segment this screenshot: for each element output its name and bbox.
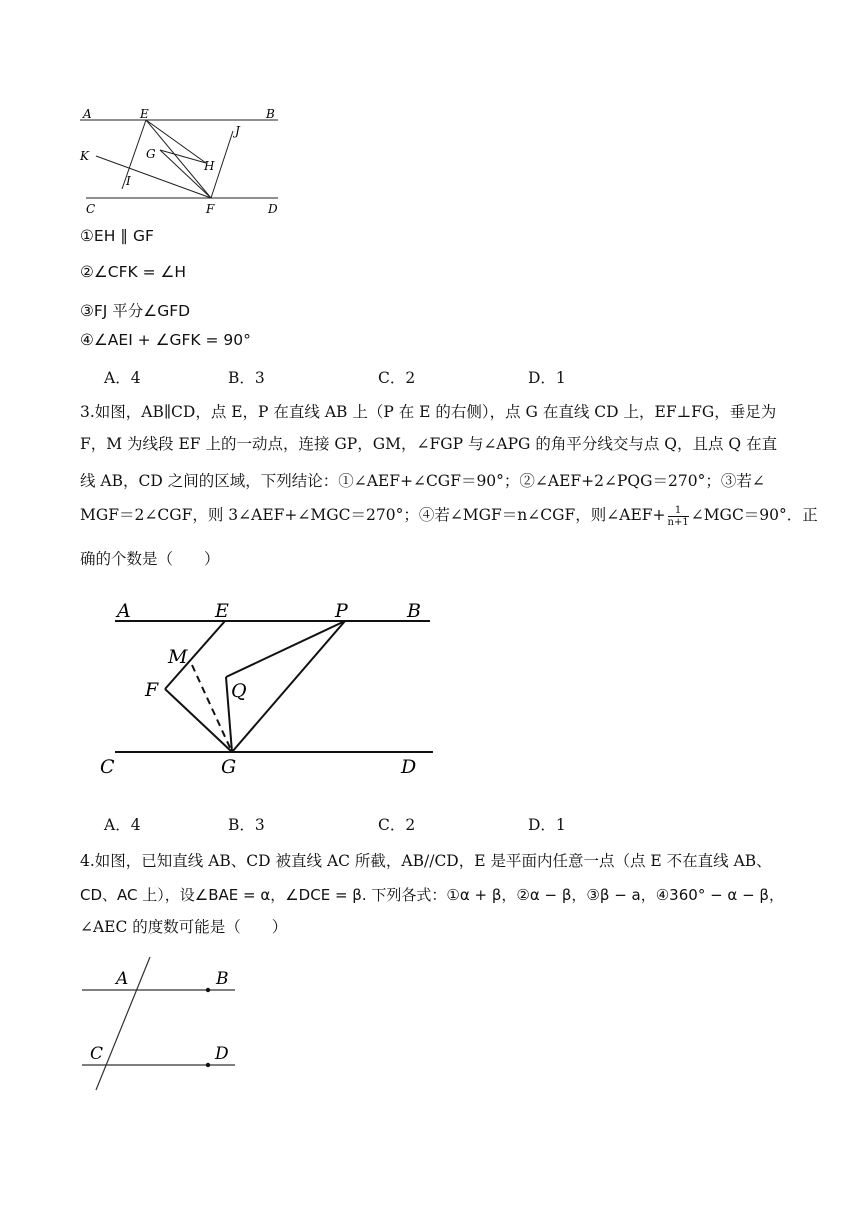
label-B: B: [216, 969, 229, 989]
label-D: D: [401, 756, 417, 778]
q3-line-5: 确的个数是（ ）: [80, 550, 220, 568]
label-F: F: [206, 202, 215, 216]
figure-1-diagram: [78, 103, 288, 218]
label-C: C: [90, 1044, 104, 1064]
label-K: K: [80, 149, 89, 163]
label-D: D: [215, 1044, 229, 1064]
q2-option-a: A．4: [104, 369, 141, 387]
q3-line-3: 线 AB，CD 之间的区域，下列结论：①∠AEF+∠CGF＝90°；②∠AEF+2∠PQG＝270°；③若∠: [80, 472, 765, 490]
q3-option-d: D．1: [528, 816, 566, 834]
label-E: E: [140, 107, 149, 121]
figure-2-diagram: [95, 598, 440, 783]
label-J: J: [235, 124, 240, 138]
statement-2: ②∠CFK = ∠H: [80, 263, 187, 281]
label-C: C: [100, 756, 115, 778]
q3-line-4: [80, 503, 818, 528]
label-A: A: [117, 600, 131, 622]
statement-4: ④∠AEI + ∠GFK = 90°: [80, 331, 251, 349]
q2-option-c: C．2: [378, 369, 416, 387]
q3-option-a: A．4: [104, 816, 141, 834]
label-G: G: [146, 147, 156, 161]
label-A: A: [116, 969, 129, 989]
label-P: P: [335, 600, 348, 622]
label-B: B: [407, 600, 421, 622]
label-A: A: [83, 107, 92, 121]
q4-line-3: ∠AEC 的度数可能是（ ）: [80, 918, 288, 936]
label-C: C: [86, 202, 96, 216]
q3-option-b: B．3: [228, 816, 265, 834]
label-F: F: [145, 679, 159, 701]
label-D: D: [268, 202, 278, 216]
label-H: H: [204, 159, 215, 173]
figure-3-diagram: [78, 952, 238, 1092]
statement-1: ①EH ∥ GF: [80, 227, 154, 245]
label-B: B: [266, 107, 275, 121]
label-I: I: [126, 174, 131, 188]
q2-option-b: B．3: [228, 369, 265, 387]
q4-line-2: CD、AC 上），设∠BAE = α，∠DCE = β. 下列各式：①α + β，②α − β，③β − a，④360° − α − β，: [80, 886, 784, 904]
label-Q: Q: [231, 680, 247, 702]
q2-option-d: D．1: [528, 369, 566, 387]
q3-line-2: F，M 为线段 EF 上的一动点，连接 GP，GM，∠FGP 与∠APG 的角平分线交与点 Q，且点 Q 在直: [80, 435, 778, 453]
fraction-denominator: n+1: [667, 516, 689, 528]
q3-line-1: 3.如图，AB∥CD，点 E，P 在直线 AB 上（P 在 E 的右侧），点 G 在直线 CD 上，EF⊥FG，垂足为: [80, 403, 777, 421]
label-E: E: [215, 600, 229, 622]
q3-option-c: C．2: [378, 816, 416, 834]
point-d-marker: [206, 1063, 210, 1067]
q3-line-4-post: ∠MGC＝90°．正: [690, 506, 818, 524]
q3-line-4-pre: MGF＝2∠CGF，则 3∠AEF+∠MGC＝270°；④若∠MGF＝n∠CGF，则∠AEF+: [80, 506, 666, 524]
label-G: G: [221, 756, 237, 778]
q4-line-1: 4.如图，已知直线 AB、CD 被直线 AC 所截，AB//CD，E 是平面内任意一点（点 E 不在直线 AB、: [80, 852, 772, 870]
fraction-numerator: 1: [668, 505, 689, 517]
point-b-marker: [206, 988, 210, 992]
statement-3: ③FJ 平分∠GFD: [80, 302, 191, 320]
label-M: M: [168, 646, 188, 668]
fraction: [668, 505, 689, 528]
